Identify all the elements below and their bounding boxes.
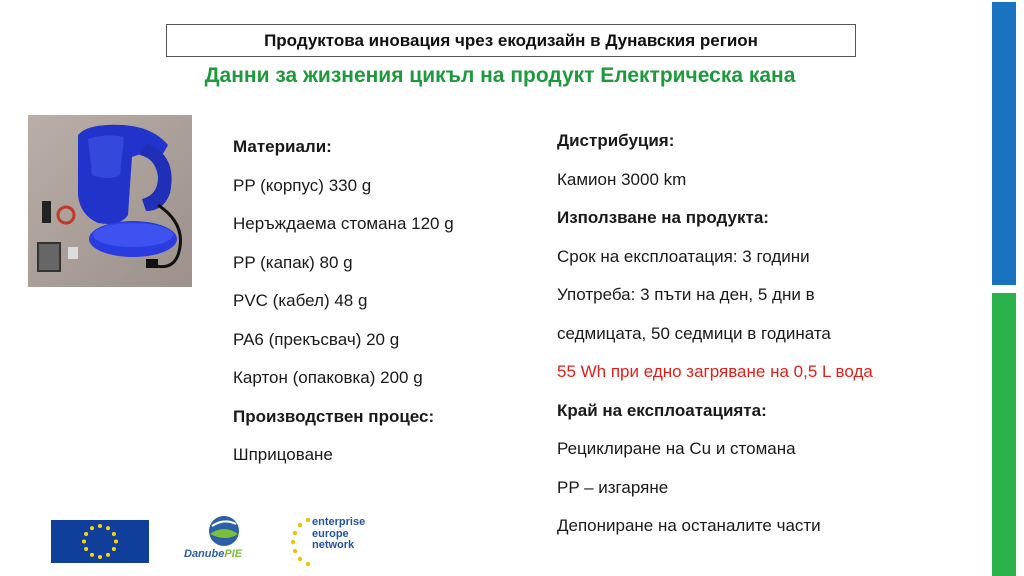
danubepie-wordmark	[184, 548, 242, 560]
een-wordmark	[312, 517, 365, 552]
end-of-life-heading: Край на експлоатацията:	[557, 400, 767, 420]
side-bar-blue	[992, 2, 1016, 285]
lifecycle-column	[557, 122, 873, 546]
pie-word: PIE	[224, 548, 243, 560]
danube-word: Danube	[184, 548, 225, 560]
distribution-value: Камион 3000 km	[557, 169, 687, 189]
material-item: PP (капак) 80 g	[233, 252, 353, 272]
end-of-life-line: Рециклиране на Cu и стомана	[557, 439, 796, 458]
project-title-box	[166, 24, 856, 57]
een-line: enterprise	[312, 516, 366, 528]
usage-line: Употреба: 3 пъти на ден, 5 дни в	[557, 285, 815, 304]
eu-flag-icon	[51, 520, 149, 563]
kettle-photo	[28, 115, 192, 287]
danubepie-logo-icon	[176, 514, 268, 570]
production-heading: Производствен процес:	[233, 406, 435, 426]
end-of-life-line: Депониране на останалите части	[557, 516, 821, 535]
usage-line: Срок на експлоатация: 3 години	[557, 246, 810, 266]
production-process: Шприцоване	[233, 445, 333, 464]
side-bar-green	[992, 293, 1016, 576]
material-item: PP (корпус) 330 g	[233, 175, 372, 195]
material-item: Неръждаема стомана 120 g	[233, 214, 454, 233]
een-line: network	[312, 539, 355, 551]
een-logo-icon	[290, 514, 380, 570]
usage-line: седмицата, 50 седмици в годината	[557, 323, 831, 343]
materials-column	[233, 128, 454, 475]
project-title: Продуктова иновация чрез екодизайн в Дунавския регион	[264, 30, 758, 50]
material-item: PA6 (прекъсвач) 20 g	[233, 329, 400, 349]
material-item: Картон (опаковка) 200 g	[233, 368, 423, 387]
materials-heading: Материали:	[233, 137, 332, 156]
page-title: Данни за жизнения цикъл на продукт Електрическа кана	[204, 64, 796, 87]
energy-line: 55 Wh при едно загряване на 0,5 L вода	[557, 362, 873, 381]
material-item: PVC (кабел) 48 g	[233, 291, 368, 310]
een-line: europe	[312, 527, 349, 540]
usage-heading: Използване на продукта:	[557, 208, 769, 227]
distribution-heading: Дистрибуция:	[557, 131, 675, 150]
end-of-life-line: PP – изгаряне	[557, 477, 669, 497]
